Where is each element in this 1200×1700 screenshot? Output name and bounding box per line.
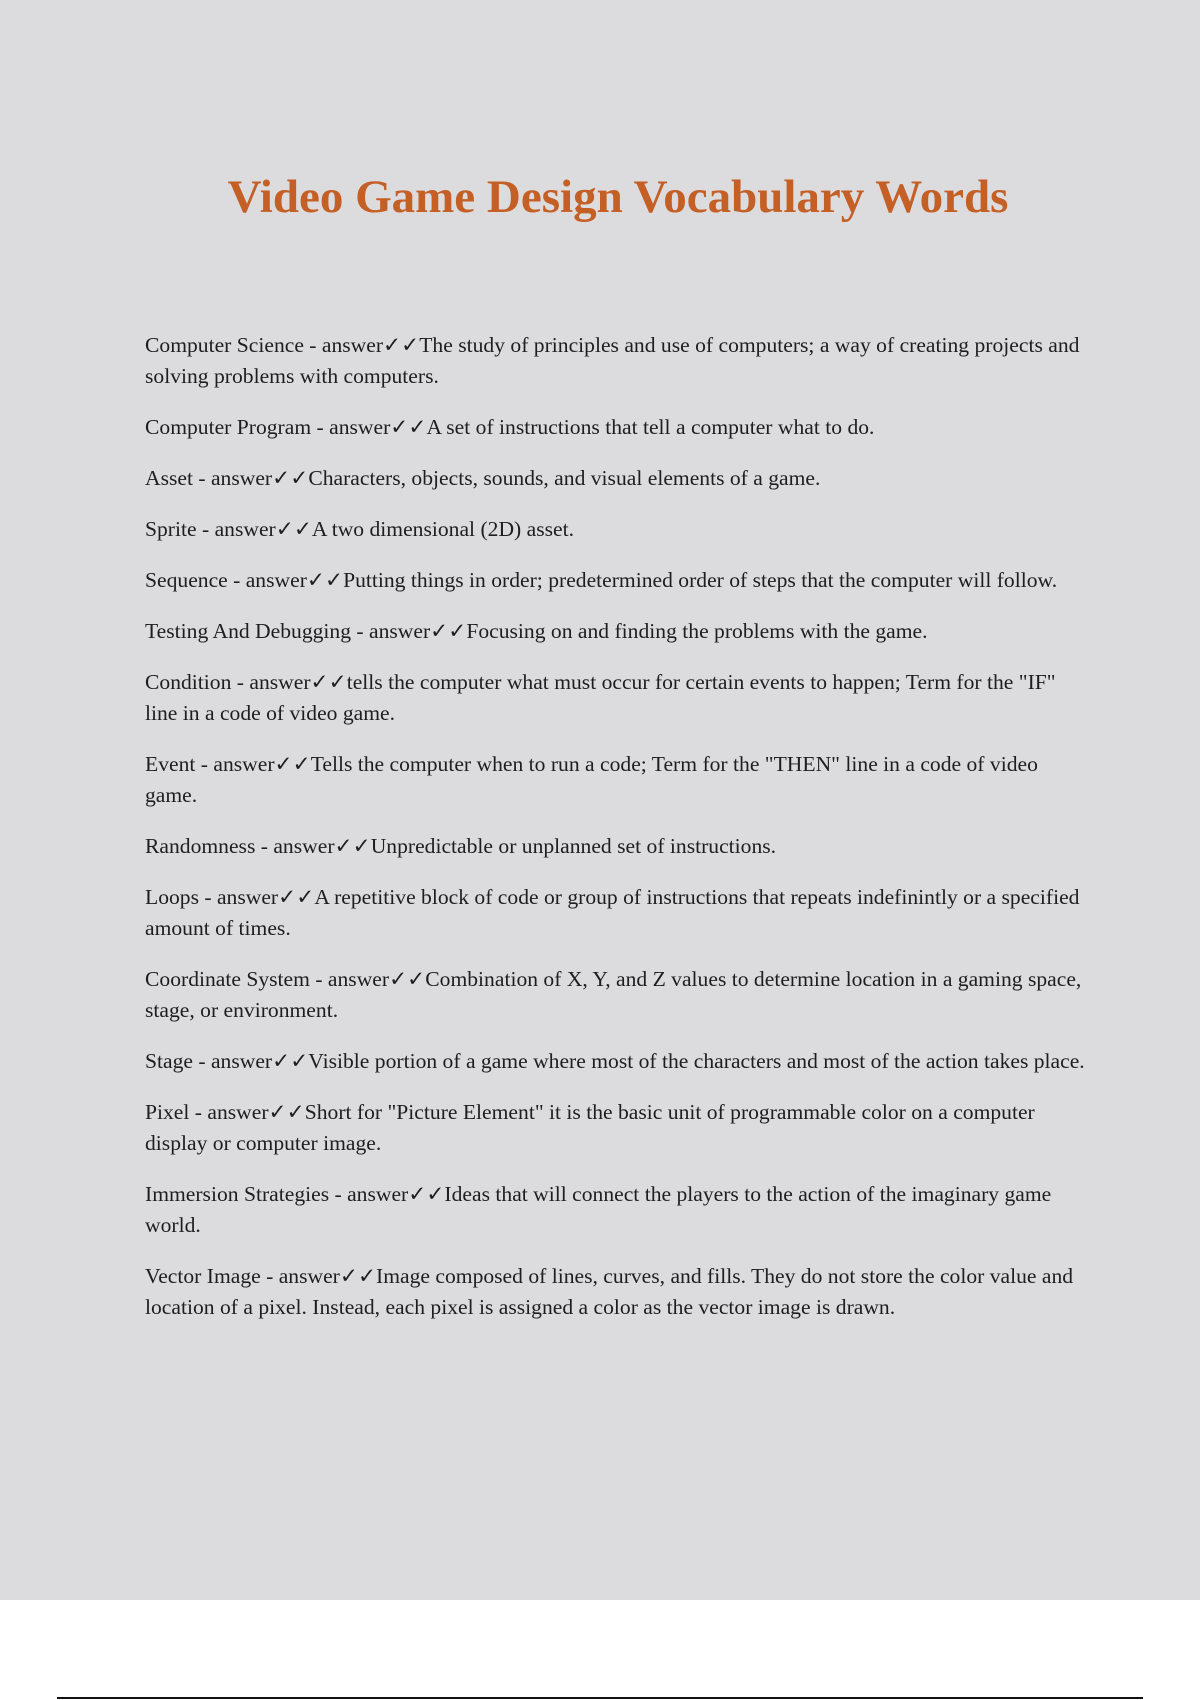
vocabulary-entry: Condition - answer✓✓tells the computer what must occur for certain events to happen; Term for the "IF" line in a code of video game. (145, 670, 1056, 725)
vocabulary-entry: Testing And Debugging - answer✓✓Focusing on and finding the problems with the game. (145, 619, 928, 643)
document-title: Video Game Design Vocabulary Words (227, 171, 1009, 223)
vocabulary-entry: Loops - answer✓✓A repetitive block of code or group of instructions that repeats indefinintly or a specified amount of times. (145, 885, 1080, 940)
vocabulary-entry: Asset - answer✓✓Characters, objects, sounds, and visual elements of a game. (145, 466, 821, 490)
vocabulary-entry: Computer Program - answer✓✓A set of instructions that tell a computer what to do. (145, 415, 875, 439)
vocabulary-entry: Randomness - answer✓✓Unpredictable or unplanned set of instructions. (145, 834, 777, 858)
vocabulary-entry: Sequence - answer✓✓Putting things in order; predetermined order of steps that the computer will follow. (145, 568, 1058, 592)
vocabulary-entry: Immersion Strategies - answer✓✓Ideas that will connect the players to the action of the imaginary game world. (145, 1182, 1052, 1237)
vocabulary-entry: Computer Science - answer✓✓The study of principles and use of computers; a way of creating projects and solving problems with computers. (145, 333, 1080, 388)
vocabulary-entry: Coordinate System - answer✓✓Combination of X, Y, and Z values to determine location in a gaming space, stage, or environment. (145, 967, 1082, 1022)
vocabulary-entry: Sprite - answer✓✓A two dimensional (2D) asset. (145, 517, 574, 541)
vocabulary-list (145, 330, 1093, 1343)
page-divider (57, 1697, 1143, 1699)
vocabulary-entry: Stage - answer✓✓Visible portion of a game where most of the characters and most of the action takes place. (145, 1049, 1085, 1073)
vocabulary-entry: Vector Image - answer✓✓Image composed of lines, curves, and fills. They do not store the color value and location of a pixel. Instead, each pixel is assigned a color as the vector image is drawn. (145, 1264, 1074, 1319)
vocabulary-entry: Event - answer✓✓Tells the computer when to run a code; Term for the "THEN" line in a code of video game. (145, 752, 1038, 807)
vocabulary-entry: Pixel - answer✓✓Short for "Picture Element" it is the basic unit of programmable color on a computer display or computer image. (145, 1100, 1035, 1155)
